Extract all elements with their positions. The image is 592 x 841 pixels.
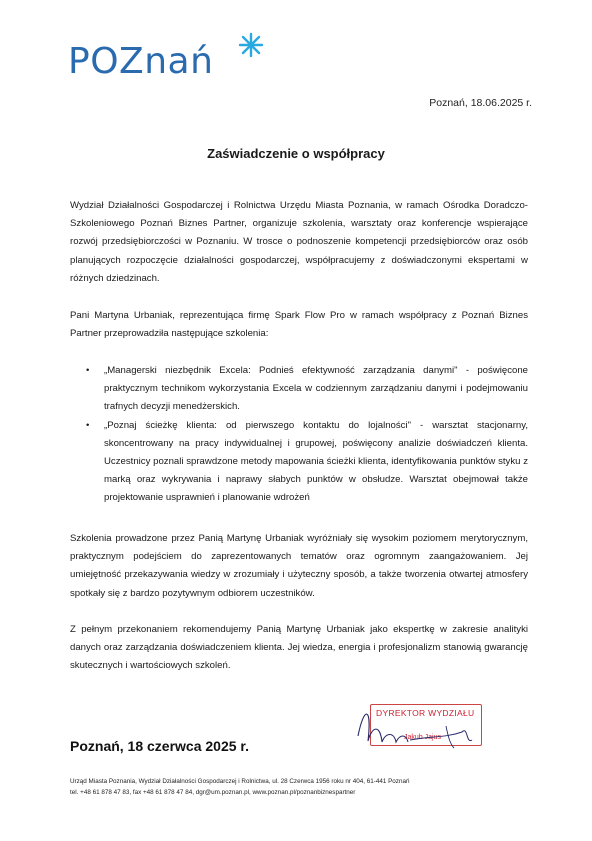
list-item [86, 362, 528, 417]
signoff-date: Poznań, 18 czerwca 2025 r. [70, 738, 249, 754]
footer-contact: tel. +48 61 878 47 83, fax +48 61 878 47 84, dgr@um.poznan.pl, www.poznan.pl/poznanbiznespartner [70, 789, 356, 796]
evaluation-text: Szkolenia prowadzone przez Panią Martynę Urbaniak wyróżniały się wysokim poziomem merytorycznym, praktycznym podejściem do zaprezentowanych tematów oraz ogromnym zaangażowaniem. Jej umiejętność przekazywania wiedzy w zrozumiały i użyteczny sposób, a także tworzenia otwartej atmosfery spotkały się z bardzo pozytywnym odbiorem uczestników. [70, 533, 528, 599]
training-list [86, 362, 528, 508]
bullet-marker: • [86, 365, 90, 376]
bullet-marker: • [86, 419, 90, 431]
stamp-title: DYREKTOR WYDZIAŁU [376, 708, 475, 718]
recommendation-text: Z pełnym przekonaniem rekomendujemy Panią Martynę Urbaniak jako ekspertkę w zakresie analityki danych oraz zarządzania doświadczeniem klienta. Jej wiedza, energia i profesjonalizm stanowią gwarancję skutecznych i wartościowych szkoleń. [70, 624, 528, 672]
letter-date: Poznań, 18.06.2025 r. [429, 97, 532, 109]
list-item [86, 417, 528, 508]
letter-footer [70, 776, 520, 798]
poznan-logo [68, 34, 268, 90]
trainer-paragraph [70, 307, 528, 343]
intro-paragraph [70, 197, 528, 288]
logo-star-icon [238, 32, 264, 58]
list-item-text: „Managerski niezbędnik Excela: Podnieś efektywność zarządzania danymi" - poświęcone praktycznym technikom wykorzystania Excela w codziennym zarządzaniu danymi i podejmowaniu trafnych decyzji menedżerskich. [104, 365, 528, 413]
footer-address: Urząd Miasta Poznania, Wydział Działalności Gospodarczej i Rolnictwa, ul. 28 Czerwca 1956 roku nr 404, 61-441 Poznań [70, 778, 410, 785]
intro-text: Wydział Działalności Gospodarczej i Rolnictwa Urzędu Miasta Poznania, w ramach Ośrodka Doradczo-Szkoleniowego Poznań Biznes Partner, organizuje szkolenia, warsztaty oraz konferencje wspierające rozwój przedsiębiorczości w Poznaniu. W trosce o podnoszenie kompetencji przedsiębiorców oraz osób planujących rozpoczęcie działalności gospodarczej, współpracujemy z doświadczonymi ekspertami w różnych dziedzinach. [70, 200, 528, 284]
list-item-text: „Poznaj ścieżkę klienta: od pierwszego kontaktu do lojalności" - warsztat stacjonarny, skoncentrowany na pracy indywidualnej i grupowej, poświęcony analizie doświadczeń klienta. Uczestnicy poznali sprawdzone metody mapowania ścieżki klienta, identyfikowania punktów styku z marką oraz wykrywania i naprawy słabych punktów w obsłudze. Warsztat obejmował także projektowanie usprawnień i planowanie wdrożeń [104, 419, 528, 504]
evaluation-paragraph [70, 530, 528, 603]
logo-text: POZnań [68, 41, 214, 82]
handwritten-signature [350, 696, 490, 766]
director-stamp [350, 696, 490, 766]
trainer-text: Pani Martyna Urbaniak, reprezentująca firmę Spark Flow Pro w ramach współpracy z Poznań Biznes Partner przeprowadziła następujące szkolenia: [70, 310, 528, 340]
recommendation-paragraph [70, 621, 528, 676]
document-title: Zaświadczenie o współpracy [207, 146, 385, 161]
stamp-name: Jakub Jajus [404, 734, 441, 741]
